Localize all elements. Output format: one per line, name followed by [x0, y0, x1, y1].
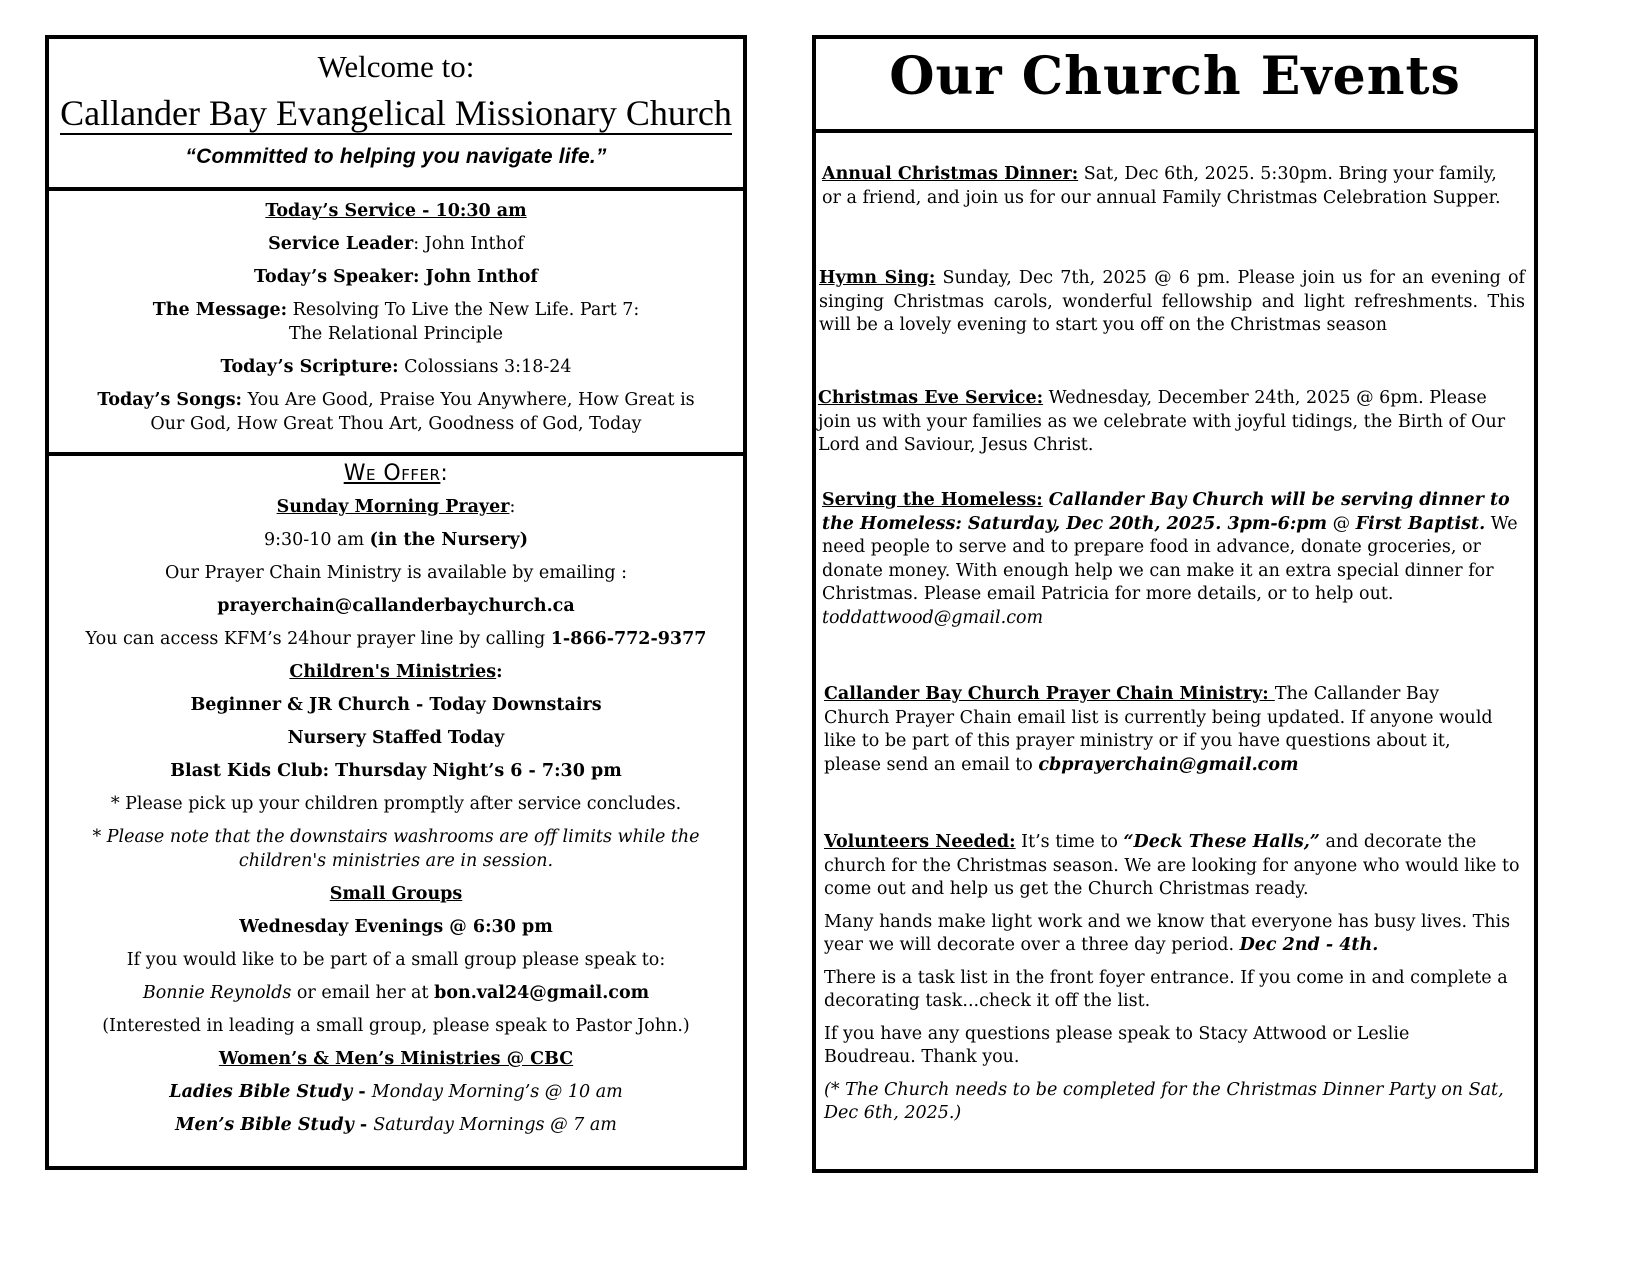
event-label: Christmas Eve Service:	[818, 388, 1044, 408]
event-hymn-sing	[819, 267, 1525, 338]
washroom-note-line1: * Please note that the downstairs washrooms are off limits while the	[92, 827, 700, 847]
small-groups-time: Wednesday Evenings @ 6:30 pm	[239, 917, 553, 937]
ladies-time: Monday Morning’s @ 10 am	[371, 1082, 623, 1102]
prayer-heading: Sunday Morning Prayer	[276, 497, 510, 517]
service-songs	[49, 388, 743, 436]
volunteers-emphasis: “Deck These Halls,”	[1123, 832, 1320, 852]
kfm-prayer-line	[49, 627, 743, 651]
event-location: First Baptist.	[1355, 513, 1486, 534]
prayer-time: 9:30-10 am	[263, 530, 370, 550]
volunteers-text-before: It’s time to	[1015, 832, 1124, 852]
children-heading-colon: :	[496, 662, 503, 682]
small-groups-contact-mid: or email her at	[291, 983, 435, 1003]
we-offer-section	[49, 456, 743, 1137]
we-offer-title-text: We Offer	[343, 461, 441, 486]
welcome-intro: Welcome to:	[317, 49, 475, 84]
event-text: Sunday, Dec 7th, 2025 @ 6 pm. Please join us for an evening of singing Christmas carols, wonderful fellowship and light refreshments. This will be a lovely evening to start you off on the Christmas season	[819, 268, 1525, 335]
small-groups-heading-row	[49, 882, 743, 906]
event-at: @	[1327, 513, 1356, 534]
volunteers-note: (* The Church needs to be completed for the Christmas Dinner Party on Sat, Dec 6th, 2025.)	[824, 1079, 1504, 1123]
small-groups-heading: Small Groups	[329, 884, 463, 904]
event-prayer-chain	[824, 683, 1504, 777]
prayer-chain-email[interactable]: prayerchain@callanderbaychurch.ca	[217, 596, 575, 616]
todays-service-section	[49, 191, 743, 456]
children-line1-row	[49, 693, 743, 717]
small-groups-text: If you would like to be part of a small group please speak to:	[126, 950, 666, 970]
events-title: Our Church Events	[889, 46, 1461, 107]
service-title: Today’s Service - 10:30 am	[265, 201, 527, 221]
volunteers-para2-text: Many hands make light work and we know that everyone has busy lives. This year we will decorate over a three day period.	[824, 911, 1511, 955]
event-label: Callander Bay Church Prayer Chain Ministry:	[824, 684, 1275, 704]
prayer-time-row	[49, 528, 743, 552]
volunteers-para2	[824, 911, 1524, 958]
event-email[interactable]: cbprayerchain@gmail.com	[1038, 754, 1299, 775]
service-speaker-text: Today’s Speaker: John Inthof	[254, 267, 538, 287]
prayer-heading-colon: :	[509, 497, 516, 517]
small-groups-contact	[49, 981, 743, 1005]
volunteers-para1	[824, 831, 1524, 902]
welcome-section	[49, 39, 743, 191]
mens-label: Men’s Bible Study	[175, 1115, 354, 1135]
volunteers-text-after: and decorate the church for the Christmas season. We are looking for anyone who would like to come out and help us get the Church Christmas ready.	[824, 832, 1520, 899]
we-offer-colon: :	[440, 461, 449, 486]
small-groups-time-row	[49, 915, 743, 939]
volunteers-dates: Dec 2nd - 4th.	[1239, 935, 1379, 955]
event-label: Hymn Sing:	[819, 268, 936, 288]
event-text: Wednesday, December 24th, 2025 @ 6pm. Please join us with your families as we celebrate with joyful tidings, the Birth of Our Lord and Saviour, Jesus Christ.	[818, 388, 1506, 455]
prayer-location: (in the Nursery)	[369, 530, 528, 550]
bulletin-left-panel	[45, 35, 747, 1170]
service-leader	[49, 232, 743, 256]
children-heading-row	[49, 660, 743, 684]
service-leader-value: : John Inthof	[413, 234, 524, 254]
event-christmas-eve	[818, 387, 1518, 458]
service-speaker	[49, 265, 743, 289]
event-label: Annual Christmas Dinner:	[822, 164, 1079, 184]
ministries-heading: Women’s & Men’s Ministries @ CBC	[218, 1049, 574, 1069]
mens-bible-study	[49, 1113, 743, 1137]
ministries-heading-row	[49, 1047, 743, 1071]
volunteers-para4: If you have any questions please speak to Stacy Attwood or Leslie Boudreau. Thank you.	[824, 1023, 1410, 1067]
prayer-chain-text: Our Prayer Chain Ministry is available by emailing :	[164, 563, 628, 583]
ladies-sep: -	[352, 1082, 372, 1102]
ladies-label: Ladies Bible Study	[169, 1082, 353, 1102]
event-serving-homeless	[822, 489, 1522, 630]
event-label: Serving the Homeless:	[822, 490, 1043, 510]
event-emphasis: Callander Bay Church will be serving dinner to the Homeless: Saturday, Dec 20th, 2025. 3pm-6:pm	[822, 490, 1510, 534]
event-label: Volunteers Needed:	[824, 832, 1016, 852]
ladies-bible-study	[49, 1080, 743, 1104]
kfm-phone[interactable]: 1-866-772-9377	[550, 629, 707, 649]
small-groups-contact-name: Bonnie Reynolds	[142, 983, 292, 1003]
event-text: Sat, Dec 6th, 2025. 5:30pm. Bring your family, or a friend, and join us for our annual Family Christmas Celebration Supper.	[822, 164, 1501, 208]
washroom-note	[49, 825, 743, 873]
children-line1: Beginner & JR Church - Today Downstairs	[190, 695, 602, 715]
volunteers-para3: There is a task list in the front foyer entrance. If you come in and complete a decorating task...check it off the list.	[824, 967, 1508, 1011]
service-message	[49, 298, 743, 346]
children-line3: Blast Kids Club: Thursday Night’s 6 - 7:30 pm	[170, 761, 622, 781]
events-header	[816, 39, 1534, 133]
mens-time: Saturday Mornings @ 7 am	[373, 1115, 617, 1135]
message-label: The Message:	[152, 300, 288, 320]
service-leader-label: Service Leader	[268, 234, 414, 254]
we-offer-title	[49, 456, 743, 486]
pickup-note: * Please pick up your children promptly after service concludes.	[110, 794, 682, 814]
children-line2-row	[49, 726, 743, 750]
message-line2: The Relational Principle	[288, 324, 504, 344]
children-heading: Children's Ministries	[289, 662, 497, 682]
songs-label: Today’s Songs:	[97, 390, 243, 410]
church-name: Callander Bay Evangelical Missionary Church	[60, 93, 732, 133]
small-groups-contact-email[interactable]: bon.val24@gmail.com	[434, 983, 650, 1003]
songs-line1: You Are Good, Praise You Anywhere, How Great is	[242, 390, 695, 410]
scripture-label: Today’s Scripture:	[220, 357, 399, 377]
prayer-heading-row	[49, 495, 743, 519]
washroom-note-line2: children's ministries are in session.	[238, 851, 554, 871]
message-line1: Resolving To Live the New Life. Part 7:	[287, 300, 640, 320]
children-line3-row	[49, 759, 743, 783]
church-events-panel	[812, 35, 1538, 1173]
scripture-value: Colossians 3:18-24	[398, 357, 572, 377]
mens-sep: -	[353, 1115, 374, 1135]
event-text: We need people to serve and to prepare food in advance, donate groceries, or donate money. With enough help we can make it an extra special dinner for Christmas. Please email Patricia for more details, or to help out.	[822, 513, 1518, 604]
kfm-text: You can access KFM’s 24hour prayer line by calling	[85, 629, 551, 649]
event-christmas-dinner	[822, 163, 1502, 210]
children-line2: Nursery Staffed Today	[287, 728, 505, 748]
event-email[interactable]: toddattwood@gmail.com	[822, 607, 1044, 628]
service-scripture	[49, 355, 743, 379]
event-text: The Callander Bay Church Prayer Chain email list is currently being updated. If anyone would like to be part of this prayer ministry or if you have questions about it, please send an email to	[824, 684, 1493, 775]
small-groups-lead: (Interested in leading a small group, please speak to Pastor John.)	[102, 1016, 690, 1036]
prayer-chain-email-row	[49, 594, 743, 618]
event-volunteers	[824, 831, 1524, 1126]
songs-line2: Our God, How Great Thou Art, Goodness of God, Today	[150, 414, 642, 434]
church-motto: “Committed to helping you navigate life.”	[185, 145, 607, 168]
